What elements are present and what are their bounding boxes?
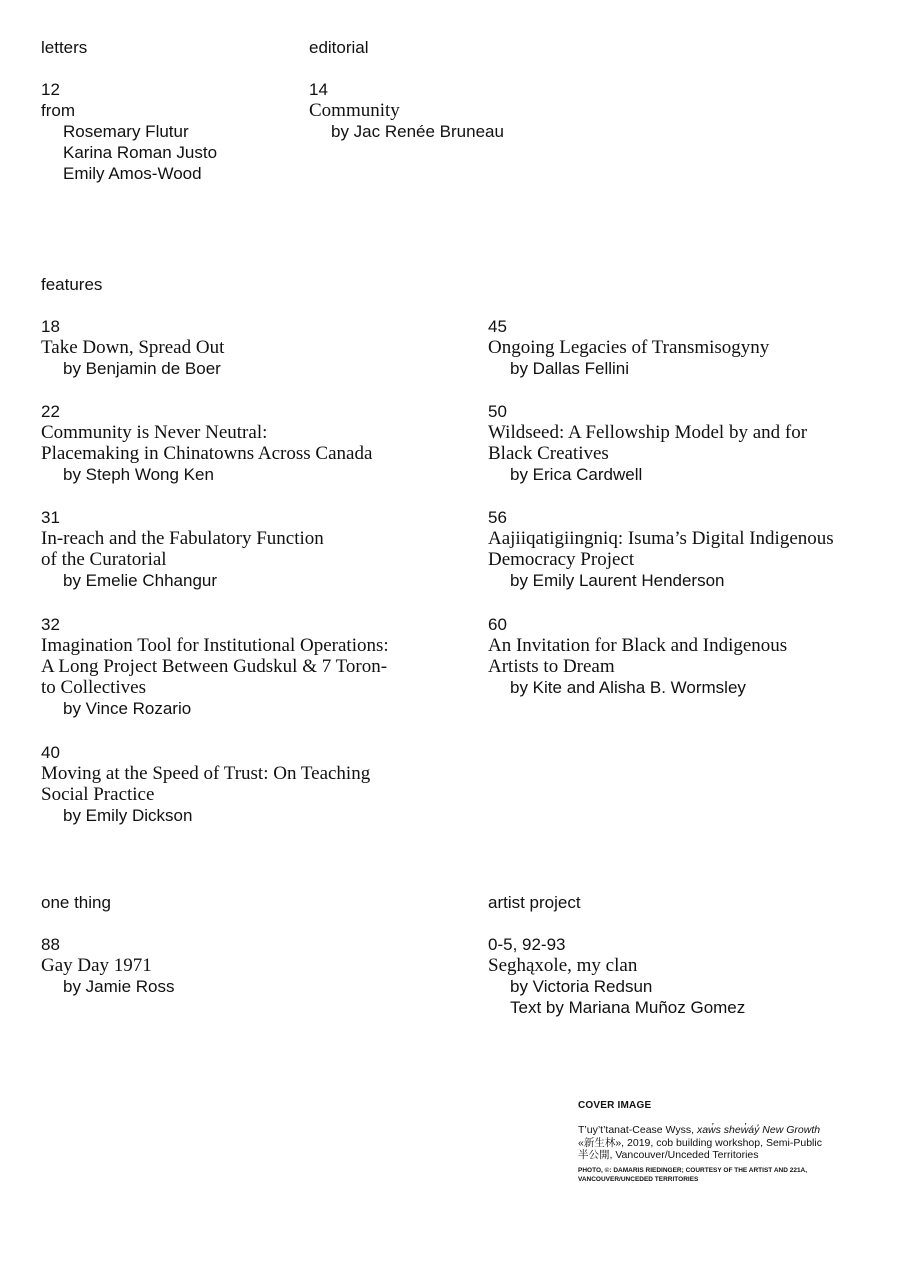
- entry-title: An Invitation for Black and Indigenous: [488, 635, 788, 656]
- page-number: 56: [488, 508, 507, 527]
- byline: by Emily Laurent Henderson: [510, 571, 725, 590]
- entry-title: Imagination Tool for Institutional Operations:: [41, 635, 389, 656]
- one-thing-entry[interactable]: [41, 934, 174, 997]
- editorial-entry[interactable]: [309, 79, 504, 142]
- cover-image-heading: COVER IMAGE: [578, 1100, 652, 1111]
- author-name: Karina Roman Justo: [63, 143, 218, 162]
- credit-line: PHOTO, ©: DAMARIS RIEDINGER; COURTESY OF THE ARTIST AND 221A,: [578, 1166, 808, 1174]
- page-number: 18: [41, 317, 60, 336]
- entry-title: Community: [309, 100, 400, 121]
- page-number: 31: [41, 508, 60, 527]
- cover-line: 半公開, Vancouver/Unceded Territories: [578, 1149, 759, 1161]
- entry-title: Ongoing Legacies of Transmisogyny: [488, 337, 770, 358]
- page-number: 22: [41, 402, 60, 421]
- feature-entry[interactable]: [488, 507, 834, 591]
- byline: by Erica Cardwell: [510, 465, 643, 484]
- byline: by Jamie Ross: [63, 977, 175, 996]
- entry-title: Artists to Dream: [488, 656, 615, 677]
- feature-entry[interactable]: [41, 507, 324, 591]
- author-name: Rosemary Flutur: [63, 122, 189, 141]
- feature-entry[interactable]: [488, 614, 787, 698]
- author-name: Emily Amos-Wood: [63, 164, 202, 183]
- cover-image-caption: [578, 1099, 838, 1184]
- entry-title: Social Practice: [41, 784, 155, 805]
- page-number: 50: [488, 402, 507, 421]
- entry-title: Placemaking in Chinatowns Across Canada: [41, 443, 373, 464]
- entry-title: from: [41, 101, 75, 120]
- artist-name: T’uy’t’tanat-Cease Wyss,: [578, 1124, 697, 1136]
- entry-title: In-reach and the Fabulatory Function: [41, 528, 324, 549]
- byline: by Victoria Redsun: [510, 977, 653, 996]
- page-number: 0-5, 92-93: [488, 935, 566, 954]
- credit-line: VANCOUVER/UNCEDED TERRITORIES: [578, 1175, 699, 1183]
- entry-title: Gay Day 1971: [41, 955, 152, 976]
- entry-title: of the Curatorial: [41, 549, 167, 570]
- entry-title: Seghąxole, my clan: [488, 955, 638, 976]
- section-label-letters: letters: [41, 38, 88, 57]
- page-number: 14: [309, 80, 328, 99]
- byline: by Vince Rozario: [63, 699, 192, 718]
- letters-entry[interactable]: [41, 79, 217, 184]
- byline: by Benjamin de Boer: [63, 359, 221, 378]
- entry-title: Moving at the Speed of Trust: On Teaching: [41, 763, 371, 784]
- entry-title: Community is Never Neutral:: [41, 422, 268, 443]
- feature-entry[interactable]: [488, 401, 807, 485]
- byline: by Dallas Fellini: [510, 359, 630, 378]
- artist-project-entry[interactable]: [488, 934, 745, 1018]
- section-label-features: features: [41, 275, 103, 294]
- cover-line: «新生林», 2019, cob building workshop, Semi-Public: [578, 1136, 822, 1149]
- section-label-artist-project: artist project: [488, 893, 581, 912]
- byline: by Steph Wong Ken: [63, 465, 214, 484]
- page-number: 60: [488, 615, 507, 634]
- entry-title: Democracy Project: [488, 549, 635, 570]
- entry-title: Aajiiqatigiingniq: Isuma’s Digital Indigenous: [488, 528, 834, 549]
- page-number: 12: [41, 80, 60, 99]
- feature-entry[interactable]: [41, 614, 389, 719]
- feature-entry[interactable]: [41, 316, 224, 379]
- work-title: xaw̓s shew̓áy̓ New Growth: [696, 1124, 821, 1136]
- cover-image-description: [578, 1124, 838, 1162]
- section-label-one-thing: one thing: [41, 893, 111, 912]
- page-number: 32: [41, 615, 60, 634]
- entry-title: Take Down, Spread Out: [41, 337, 225, 358]
- byline: by Emelie Chhangur: [63, 571, 218, 590]
- cover-line: [578, 1124, 838, 1137]
- byline: by Jac Renée Bruneau: [331, 122, 504, 141]
- page-number: 45: [488, 317, 507, 336]
- feature-entry[interactable]: [41, 401, 372, 485]
- entry-title: A Long Project Between Gudskul & 7 Toron-: [41, 656, 388, 677]
- feature-entry[interactable]: [41, 742, 370, 826]
- byline: Text by Mariana Muñoz Gomez: [510, 998, 746, 1017]
- entry-title: to Collectives: [41, 677, 147, 698]
- section-label-editorial: editorial: [309, 38, 369, 57]
- feature-entry[interactable]: [488, 316, 769, 379]
- byline: by Emily Dickson: [63, 806, 193, 825]
- page-number: 40: [41, 743, 60, 762]
- byline: by Kite and Alisha B. Wormsley: [510, 678, 746, 697]
- entry-title: Black Creatives: [488, 443, 609, 464]
- entry-title: Wildseed: A Fellowship Model by and for: [488, 422, 808, 443]
- page-number: 88: [41, 935, 60, 954]
- photo-credit: [578, 1166, 838, 1184]
